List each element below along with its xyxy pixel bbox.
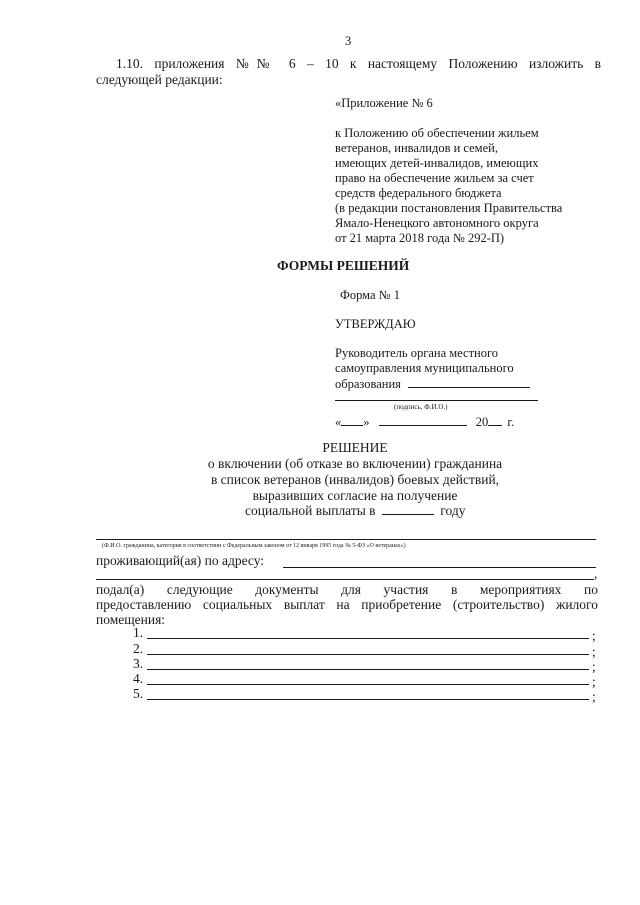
submitted-line-3: помещения: xyxy=(96,612,166,627)
doc-item-number: 2. xyxy=(133,641,144,656)
month-blank xyxy=(379,414,467,426)
day-blank xyxy=(341,414,363,426)
submitted-word: подал(а) xyxy=(96,582,145,597)
address-line-2 xyxy=(96,579,594,580)
appendix-line: средств федерального бюджета xyxy=(335,186,502,200)
intro-line-2: следующей редакции: xyxy=(96,72,223,87)
submitted-word: участия xyxy=(383,582,429,597)
approve-line-3 xyxy=(335,376,530,392)
approve-line-3-label: образования xyxy=(335,377,401,391)
decision-year-word: году xyxy=(440,503,466,518)
doc-item-end: ; xyxy=(592,689,596,704)
appendix-line: право на обеспечение жильем за счет xyxy=(335,171,534,185)
appendix-line: ветеранов, инвалидов и семей, xyxy=(335,141,498,155)
approve-line-1: Руководитель органа местного xyxy=(335,346,499,360)
appendix-line: Ямало-Ненецкого автономного округа xyxy=(335,216,539,230)
decision-line: в список ветеранов (инвалидов) боевых действий, xyxy=(210,472,500,487)
forms-title: ФОРМЫ РЕШЕНИЙ xyxy=(277,258,410,273)
appendix-line: имеющих детей-инвалидов, имеющих xyxy=(335,156,539,170)
submitted-word: следующие xyxy=(166,582,233,597)
approve-line-2: самоуправления муниципального xyxy=(335,361,514,375)
appendix-title: «Приложение № 6 xyxy=(335,96,433,110)
intro-line-1: 1.10. приложения №№ 6 – 10 к настоящему Положению изложить в xyxy=(116,56,601,71)
doc-item-line xyxy=(147,638,589,639)
decision-title: РЕШЕНИЕ xyxy=(322,440,388,455)
citizen-caption: (Ф.И.О. гражданина, категория в соответствии с Федеральным законом от 12 января 1995 года № 5-ФЗ «О ветеранах») xyxy=(102,543,406,549)
doc-item-number: 5. xyxy=(133,686,144,701)
submitted-word: для xyxy=(341,582,361,597)
decision-line: социальной выплаты в xyxy=(245,503,376,518)
decision-year-blank xyxy=(382,503,434,515)
doc-item-end: ; xyxy=(592,628,596,643)
submitted-word: документы xyxy=(255,582,319,597)
address-line-1 xyxy=(283,567,596,568)
form-number: Форма № 1 xyxy=(340,288,400,302)
date-open-quote: « xyxy=(335,415,342,429)
doc-item-number: 1. xyxy=(133,625,144,640)
doc-item-number: 4. xyxy=(133,671,144,686)
signature-line xyxy=(335,400,538,401)
doc-item-number: 3. xyxy=(133,656,144,671)
year-prefix: 20 xyxy=(475,415,489,429)
signature-caption: (подпись, Ф.И.О.) xyxy=(394,403,448,411)
appendix-line: от 21 марта 2018 года № 292-П) xyxy=(335,231,505,245)
submitted-line-1 xyxy=(96,582,598,598)
doc-item-end: ; xyxy=(592,674,596,689)
submitted-word: в xyxy=(450,582,458,597)
doc-item-line xyxy=(147,684,589,685)
year-suffix: г. xyxy=(507,415,515,429)
doc-item-line xyxy=(147,699,589,700)
page-number: 3 xyxy=(345,34,352,48)
decision-line: выразивших согласие на получение xyxy=(252,488,458,503)
decision-line: о включении (об отказе во включении) гражданина xyxy=(207,456,503,471)
address-comma: , xyxy=(594,566,598,581)
doc-item-line xyxy=(147,669,589,670)
decision-year-line xyxy=(245,503,465,519)
submitted-word: мероприятиях xyxy=(479,582,562,597)
appendix-line: к Положению об обеспечении жильем xyxy=(335,126,539,140)
appendix-line: (в редакции постановления Правительства xyxy=(335,201,563,215)
date-close-quote: » xyxy=(363,415,370,429)
doc-item-line xyxy=(147,654,589,655)
doc-item-end: ; xyxy=(592,644,596,659)
address-label: проживающий(ая) по адресу: xyxy=(96,553,265,568)
citizen-name-line xyxy=(96,539,596,540)
submitted-line-2: предоставлению социальных выплат на приобретение (строительство) жилого xyxy=(96,597,598,612)
submitted-word: по xyxy=(583,582,598,597)
approve-title: УТВЕРЖДАЮ xyxy=(335,317,416,331)
year-blank xyxy=(488,414,502,426)
approve-date xyxy=(335,414,514,430)
doc-item-end: ; xyxy=(592,659,596,674)
municipality-blank xyxy=(408,376,530,388)
